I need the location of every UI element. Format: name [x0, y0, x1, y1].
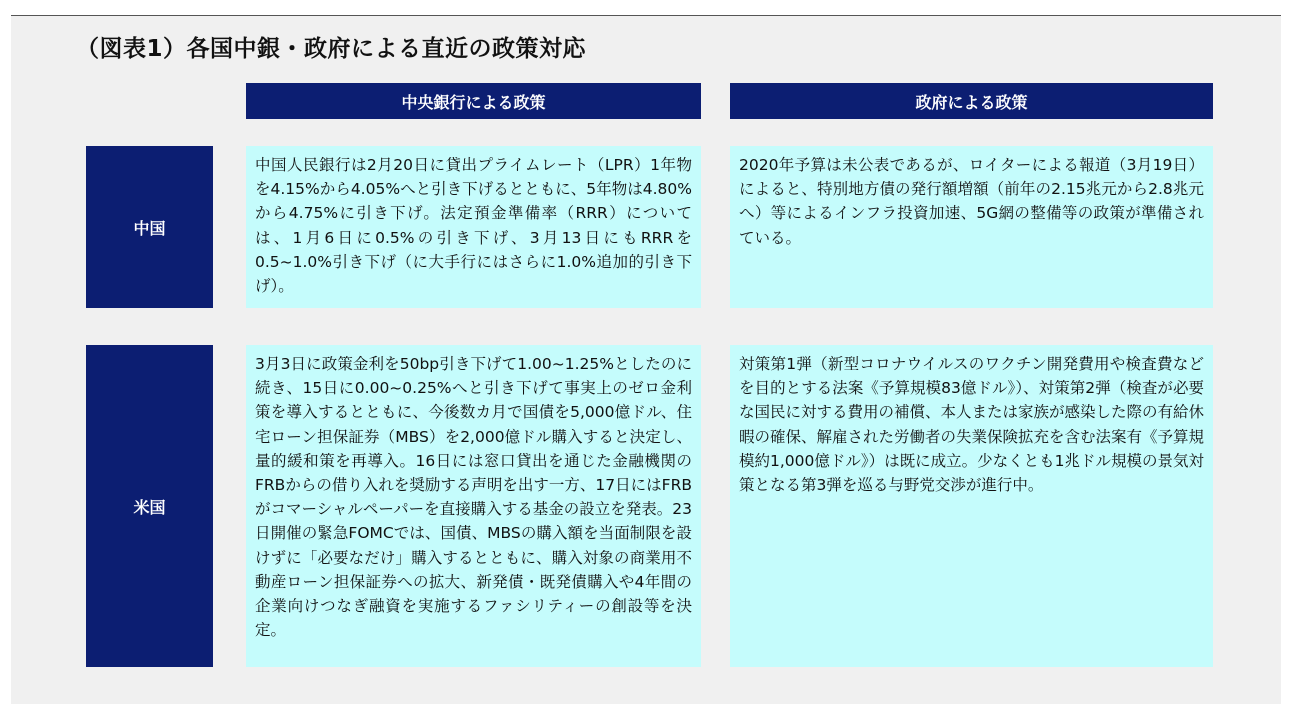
cell-china-government: 2020年予算は未公表であるが、ロイターによる報道（3月19日）によると、特別地方債の発行額増額（前年の2.15兆元から2.8兆元へ）等によるインフラ投資加速、5G網の整備等の政策が準備されている。 [730, 146, 1213, 308]
column-header-central-bank: 中央銀行による政策 [246, 83, 701, 119]
row-label-usa: 米国 [86, 345, 213, 667]
cell-usa-central-bank: 3月3日に政策金利を50bp引き下げて1.00~1.25%としたのに続き、15日に0.00~0.25%へと引き下げて事実上のゼロ金利策を導入するとともに、今後数カ月で国債を5,000億ドル、住宅ローン担保証券（MBS）を2,000億ドル購入すると決定し、量的緩和策を再導入。16日には窓口貸出を通じた金融機関のFRBからの借り入れを奨励する声明を出す一方、17日にはFRBがコマーシャルペーパーを直接購入する基金の設立を発表。23日開催の緊急FOMCでは、国債、MBSの購入額を当面制限を設けずに「必要なだけ」購入するとともに、購入対象の商業用不動産ローン担保証券への拡大、新発債・既発債購入や4年間の企業向けつなぎ融資を実施するファシリティーの創設等を決定。 [246, 345, 701, 667]
cell-usa-government: 対策第1弾（新型コロナウイルスのワクチン開発費用や検査費などを目的とする法案《予算規模83億ドル》）、対策第2弾（検査が必要な国民に対する費用の補償、本人または家族が感染した際の有給休暇の確保、解雇された労働者の失業保険拡充を含む法案有《予算規模約1,000億ドル》）は既に成立。少なくとも1兆ドル規模の景気対策となる第3弾を巡る与野党交渉が進行中。 [730, 345, 1213, 667]
column-header-government: 政府による政策 [730, 83, 1213, 119]
page-title: （図表1）各国中銀・政府による直近の政策対応 [76, 36, 587, 62]
cell-china-central-bank: 中国人民銀行は2月20日に貸出プライムレート（LPR）1年物を4.15%から4.05%へと引き下げるとともに、5年物は4.80%から4.75%に引き下げ。法定預金準備率（RRR）については、1月6日に0.5%の引き下げ、3月13日にもRRRを0.5~1.0%引き下げ（に大手行にはさらに1.0%追加的引き下げ）。 [246, 146, 701, 308]
row-label-china: 中国 [86, 146, 213, 308]
